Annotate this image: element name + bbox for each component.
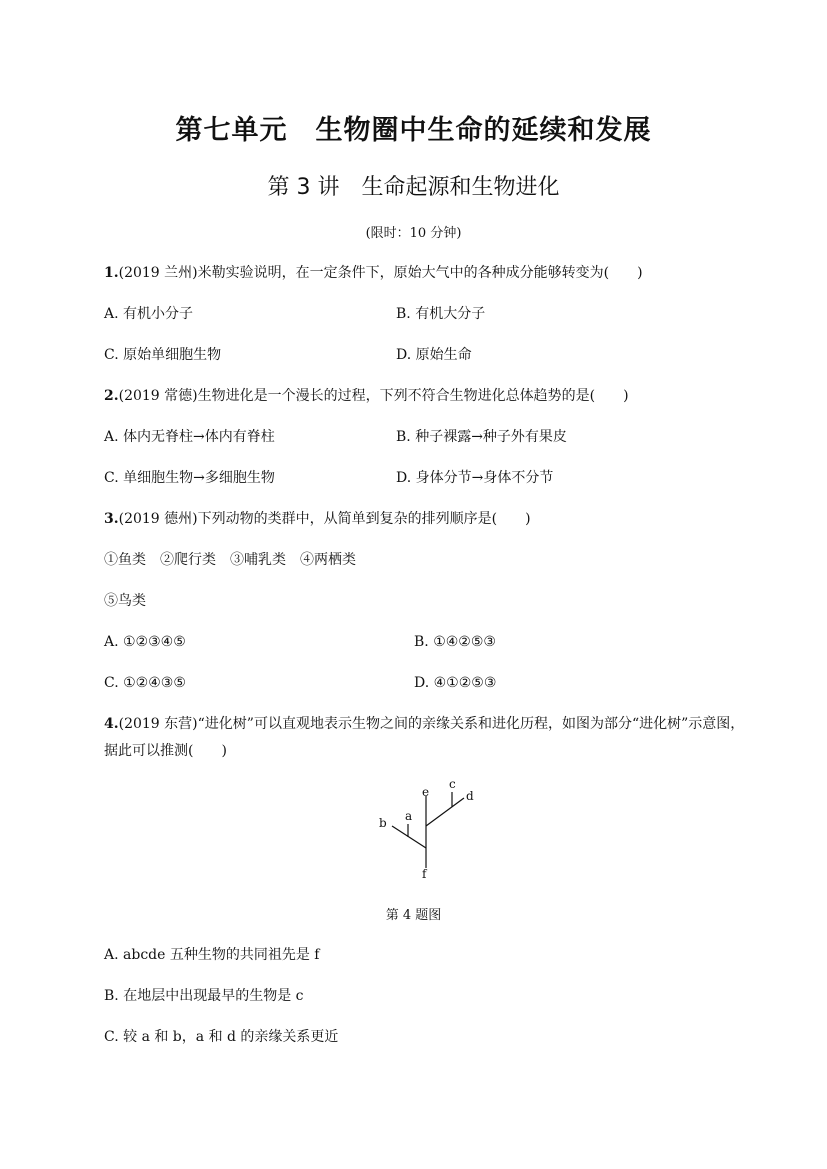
question-3-option-b: B. ①④②⑤③ (414, 634, 496, 650)
question-number: 4. (104, 716, 119, 732)
question-text: (2019 常德)生物进化是一个漫长的过程，下列不符合生物进化总体趋势的是( ) (118, 388, 629, 404)
tree-label-c: c (449, 778, 456, 791)
tree-label-a: a (405, 809, 413, 823)
lesson-title: 第 3 讲 生命起源和生物进化 (267, 175, 560, 200)
question-2-stem (104, 387, 629, 405)
question-number: 3. (104, 511, 119, 527)
question-1-stem (104, 264, 643, 282)
question-3-option-a: A. ①②③④⑤ (104, 634, 186, 650)
question-text: (2019 东营)“进化树”可以直观地表示生物之间的亲缘关系和进化历程，如图为部分“进化树”示意图， (118, 716, 745, 732)
question-2-option-c: C. 单细胞生物→多细胞生物 (104, 470, 275, 486)
question-2-option-a: A. 体内无脊柱→体内有脊柱 (104, 429, 275, 445)
tree-branch-cd (426, 798, 464, 826)
question-4-option-a: A. abcde 五种生物的共同祖先是 f (104, 947, 320, 963)
question-text: (2019 兰州)米勒实验说明，在一定条件下，原始大气中的各种成分能够转变为( ) (118, 265, 643, 281)
question-number: 1. (104, 265, 119, 281)
question-4-option-b: B. 在地层中出现最早的生物是 c (104, 988, 304, 1004)
question-1-option-b: B. 有机大分子 (396, 306, 486, 322)
question-1-option-d: D. 原始生命 (396, 347, 472, 363)
question-number: 2. (104, 388, 119, 404)
question-3-option-d: D. ④①②⑤③ (414, 675, 497, 691)
question-3-stem (104, 510, 531, 528)
evolution-tree-figure (370, 778, 480, 882)
question-2-option-d: D. 身体分节→身体不分节 (396, 470, 554, 486)
question-1-option-a: A. 有机小分子 (104, 306, 194, 322)
tree-label-b: b (379, 816, 387, 830)
unit-title: 第七单元 生物圈中生命的延续和发展 (175, 115, 652, 146)
tree-label-f: f (422, 867, 427, 881)
question-4-option-c: C. 较 a 和 b，a 和 d 的亲缘关系更近 (104, 1029, 339, 1045)
question-4-stem-line-1 (104, 715, 744, 733)
question-3-option-c: C. ①②④③⑤ (104, 675, 186, 691)
question-4-stem-line-2: 据此可以推测( ) (104, 743, 227, 759)
tree-label-e: e (422, 785, 430, 799)
tree-label-d: d (466, 789, 474, 803)
question-3-items-line-1: ①鱼类 ②爬行类 ③哺乳类 ④两栖类 (104, 552, 356, 568)
tree-branch-b (392, 826, 426, 848)
question-1-option-c: C. 原始单细胞生物 (104, 347, 222, 363)
question-2-option-b: B. 种子裸露→种子外有果皮 (396, 429, 567, 445)
question-3-items-line-2: ⑤鸟类 (104, 593, 146, 609)
question-text: (2019 德州)下列动物的类群中，从简单到复杂的排列顺序是( ) (118, 511, 531, 527)
time-limit: (限时：10 分钟) (365, 226, 462, 241)
figure-caption: 第 4 题图 (385, 908, 442, 923)
